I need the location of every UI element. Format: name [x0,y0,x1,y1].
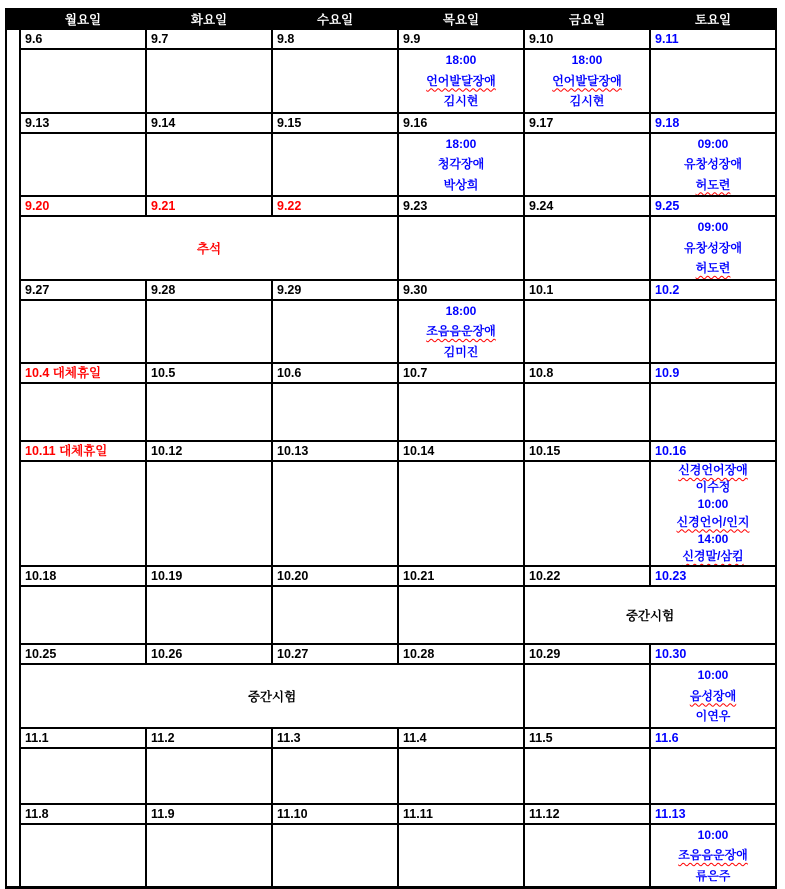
date-cell: 10.18 [20,566,146,586]
empty-day-cell [524,664,650,728]
event-cell [650,461,776,566]
date-cell: 9.9 [398,29,524,49]
date-cell: 9.7 [146,29,272,49]
empty-day-cell [398,586,524,644]
week5-content-row [6,383,776,441]
date-cell-saturday: 10.9 [650,363,776,383]
date-cell: 9.15 [272,113,398,133]
empty-day-cell [272,133,398,197]
date-cell: 9.8 [272,29,398,49]
event-subject: 신경언어장애 [678,463,748,477]
empty-day-cell [524,133,650,197]
weekday-header-fri: 금요일 [524,9,650,29]
event-person: 이연우 [695,709,731,724]
week10-date-row [6,804,776,824]
empty-day-cell [20,300,146,364]
date-cell: 9.6 [20,29,146,49]
event-time: 10:00 [697,497,729,512]
date-cell: 10.21 [398,566,524,586]
date-cell: 10.22 [524,566,650,586]
date-cell: 11.11 [398,804,524,824]
empty-day-cell [146,383,272,441]
date-cell: 11.1 [20,728,146,748]
weekday-header-wed: 수요일 [272,9,398,29]
week3-content-row [6,216,776,280]
date-cell: 10.1 [524,280,650,300]
weekday-header-mon: 월요일 [20,9,146,29]
week8-content-row [6,664,776,728]
event-subject: 유창성장애 [684,240,742,255]
empty-day-cell [146,133,272,197]
event-person: 이수정 [695,480,731,495]
date-cell-saturday: 10.2 [650,280,776,300]
week1-content-row [6,49,776,113]
date-cell: 10.15 [524,441,650,461]
date-cell: 10.19 [146,566,272,586]
date-cell-saturday: 9.18 [650,113,776,133]
schedule-calendar [5,8,777,889]
date-cell-saturday: 11.6 [650,728,776,748]
date-cell: 10.6 [272,363,398,383]
empty-day-cell [20,461,146,566]
date-cell: 10.20 [272,566,398,586]
empty-day-cell [146,461,272,566]
date-cell: 10.14 [398,441,524,461]
date-cell: 10.28 [398,644,524,664]
empty-day-cell [272,300,398,364]
empty-day-cell [272,824,398,888]
event-subject: 신경언어/인지 [676,514,750,529]
midterm-exam-cell: 중간시험 [20,664,524,728]
event-subject: 유창성장애 [684,157,742,171]
midterm-exam-cell: 중간시험 [524,586,776,644]
date-cell-substitute-holiday: 10.11 대체휴일 [20,441,146,461]
event-cell [398,49,524,113]
event-time: 18:00 [571,53,603,67]
empty-day-cell [650,300,776,364]
empty-day-cell [20,49,146,113]
empty-day-cell [146,824,272,888]
empty-day-cell [524,383,650,441]
date-cell: 11.3 [272,728,398,748]
empty-day-cell [272,461,398,566]
date-cell: 9.27 [20,280,146,300]
empty-day-cell [524,216,650,280]
event-time: 18:00 [445,53,477,67]
week4-date-row [6,280,776,300]
week6-content-row [6,461,776,566]
date-cell-saturday: 10.16 [650,441,776,461]
date-cell: 10.5 [146,363,272,383]
week3-date-row [6,196,776,216]
date-cell: 10.29 [524,644,650,664]
week7-date-row [6,566,776,586]
week2-content-row [6,133,776,197]
date-cell: 9.28 [146,280,272,300]
empty-day-cell [650,383,776,441]
chuseok-holiday-cell: 추석 [20,216,398,280]
empty-day-cell [20,133,146,197]
date-cell: 9.14 [146,113,272,133]
left-margin-column [6,29,20,888]
empty-day-cell [524,461,650,566]
event-person: 박상희 [443,177,479,192]
event-person: 허도련 [695,261,731,275]
event-cell [524,49,650,113]
event-time: 09:00 [697,220,729,234]
date-cell-holiday: 9.22 [272,196,398,216]
event-subject: 언어발달장애 [552,73,622,88]
date-cell: 9.30 [398,280,524,300]
event-time: 10:00 [697,668,729,683]
week6-date-row [6,441,776,461]
date-cell: 9.10 [524,29,650,49]
date-cell: 9.23 [398,196,524,216]
date-cell-saturday: 9.25 [650,196,776,216]
event-cell [650,664,776,728]
event-subject: 언어발달장애 [426,73,496,88]
empty-day-cell [272,748,398,804]
date-cell-substitute-holiday: 10.4 대체휴일 [20,363,146,383]
empty-day-cell [272,49,398,113]
event-subject: 신경말/삼킴 [682,549,744,564]
week7-content-row [6,586,776,644]
empty-day-cell [146,586,272,644]
date-cell: 10.7 [398,363,524,383]
date-cell: 10.25 [20,644,146,664]
date-cell-saturday: 11.13 [650,804,776,824]
empty-day-cell [146,748,272,804]
date-cell-holiday: 9.21 [146,196,272,216]
date-cell: 10.8 [524,363,650,383]
empty-day-cell [398,383,524,441]
date-cell: 11.12 [524,804,650,824]
empty-day-cell [272,383,398,441]
empty-day-cell [524,824,650,888]
event-time: 10:00 [697,827,729,842]
date-cell: 9.16 [398,113,524,133]
date-cell: 11.5 [524,728,650,748]
event-cell [650,216,776,280]
week10-content-row [6,824,776,888]
empty-day-cell [146,49,272,113]
empty-day-cell [398,461,524,566]
empty-day-cell [398,824,524,888]
week9-date-row [6,728,776,748]
week1-date-row [6,29,776,49]
event-cell [650,824,776,888]
date-cell: 9.24 [524,196,650,216]
date-cell-holiday: 9.20 [20,196,146,216]
event-person: 허도련 [695,177,731,192]
empty-day-cell [20,383,146,441]
empty-day-cell [524,300,650,364]
empty-day-cell [20,748,146,804]
date-cell: 9.17 [524,113,650,133]
empty-day-cell [398,748,524,804]
event-subject: 청각장애 [437,157,485,171]
event-person: 김시현 [569,94,605,108]
event-cell [398,300,524,364]
event-subject: 조음음운장애 [426,324,496,338]
date-cell: 10.27 [272,644,398,664]
weekday-header-row [6,9,776,29]
date-cell: 11.9 [146,804,272,824]
event-person: 류은주 [695,868,731,883]
event-cell [398,133,524,197]
empty-day-cell [398,216,524,280]
week9-content-row [6,748,776,804]
header-spacer [6,9,20,29]
empty-day-cell [20,824,146,888]
date-cell-saturday: 10.30 [650,644,776,664]
date-cell: 10.13 [272,441,398,461]
date-cell: 10.12 [146,441,272,461]
week5-date-row [6,363,776,383]
weekday-header-sat: 토요일 [650,9,776,29]
event-subject: 음성장애 [689,688,737,703]
date-cell-saturday: 9.11 [650,29,776,49]
empty-day-cell [650,49,776,113]
empty-day-cell [20,586,146,644]
event-subject: 조음음운장애 [678,848,748,863]
date-cell-saturday: 10.23 [650,566,776,586]
week8-date-row [6,644,776,664]
week4-content-row [6,300,776,364]
date-cell: 11.8 [20,804,146,824]
date-cell: 11.4 [398,728,524,748]
weekday-header-thu: 목요일 [398,9,524,29]
event-person: 김시현 [443,94,479,108]
empty-day-cell [272,586,398,644]
empty-day-cell [524,748,650,804]
event-cell [650,133,776,197]
date-cell: 9.13 [20,113,146,133]
event-time: 09:00 [697,136,729,151]
event-person: 김미진 [443,344,479,359]
date-cell: 11.10 [272,804,398,824]
empty-day-cell [650,748,776,804]
date-cell: 9.29 [272,280,398,300]
event-time: 14:00 [697,531,729,546]
date-cell: 10.26 [146,644,272,664]
event-time: 18:00 [445,136,477,151]
date-cell: 11.2 [146,728,272,748]
event-time: 18:00 [445,303,477,318]
weekday-header-tue: 화요일 [146,9,272,29]
empty-day-cell [146,300,272,364]
week2-date-row [6,113,776,133]
